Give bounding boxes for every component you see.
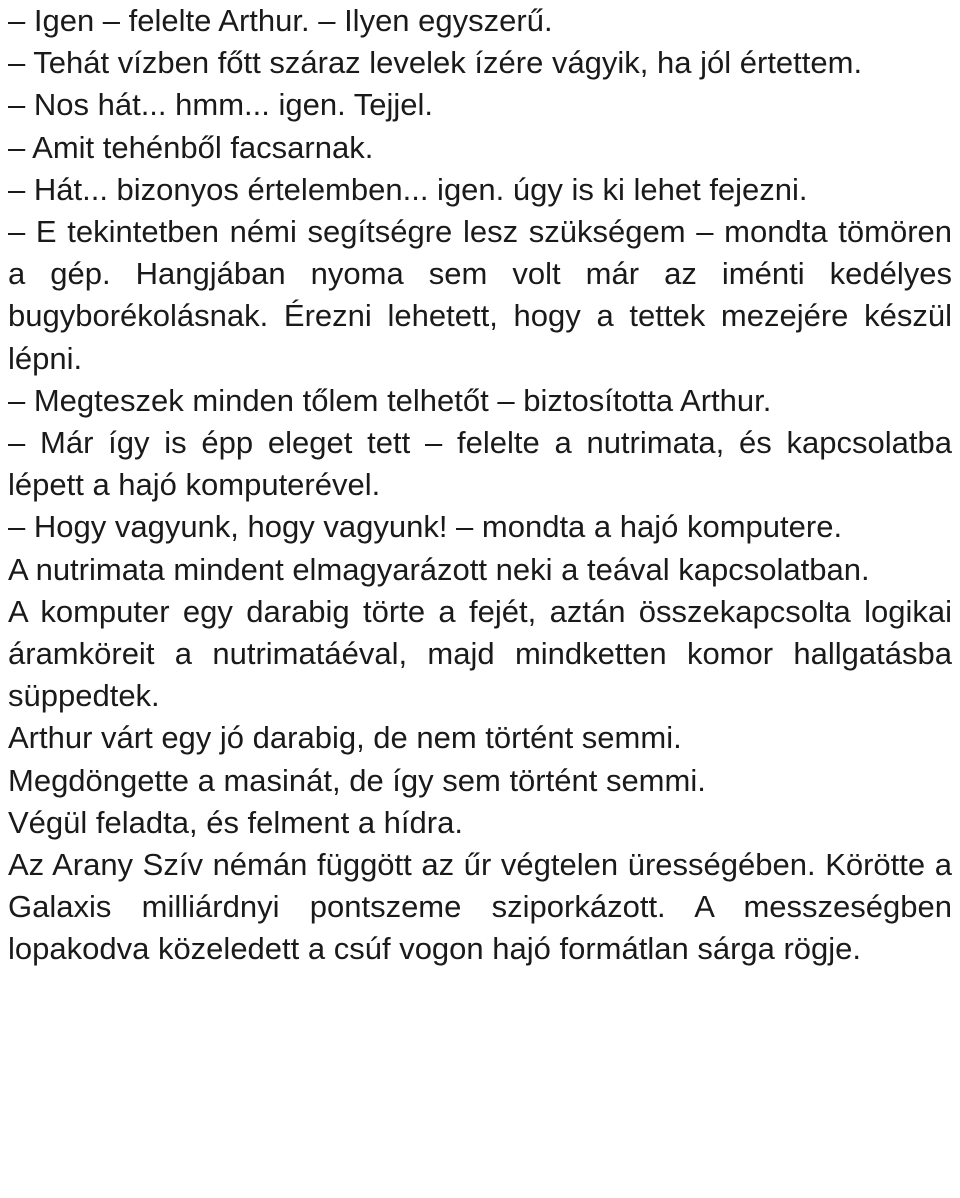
paragraph-4: – Amit tehénből facsarnak. [8,129,374,165]
paragraph-10: A nutrimata mindent elmagyarázott neki a teával kapcsolatban. [8,551,870,587]
paragraph-6: – E tekintetben némi segítségre lesz szükségem – mondta tömören a gép. Hangjában nyoma sem volt már az iménti kedélyes bugyborékolásnak. Érezni lehetett, hogy a tettek mezejére készül lépni. [8,214,952,376]
paragraph-7: – Megteszek minden tőlem telhetőt – biztosította Arthur. [8,382,772,418]
paragraph-13: Megdöngette a masinát, de így sem történt semmi. [8,762,706,798]
paragraph-2: – Tehát vízben főtt száraz levelek ízére vágyik, ha jól értettem. [8,45,863,81]
paragraph-15: Az Arany Szív némán függött az űr végtelen ürességében. Körötte a Galaxis milliárdnyi pontszeme sziporkázott. A messzeségben lopakodva közeledett a csúf vogon hajó formátlan sárga rögje. [8,847,952,967]
paragraph-14: Végül feladta, és felment a hídra. [8,804,463,840]
paragraph-3: – Nos hát... hmm... igen. Tejjel. [8,87,434,123]
paragraph-8: – Már így is épp eleget tett – felelte a nutrimata, és kapcsolatba lépett a hajó komputerével. [8,425,952,503]
paragraph-9: – Hogy vagyunk, hogy vagyunk! – mondta a hajó komputere. [8,509,843,545]
paragraph-12: Arthur várt egy jó darabig, de nem történt semmi. [8,720,682,756]
paragraph-5: – Hát... bizonyos értelemben... igen. úgy is ki lehet fejezni. [8,171,808,207]
paragraph-1: – Igen – felelte Arthur. – Ilyen egyszerű. [8,3,553,38]
paragraph-11: A komputer egy darabig törte a fejét, aztán összekapcsolta logikai áramköreit a nutrimatáéval, majd mindketten komor hallgatásba süppedtek. [8,593,952,714]
